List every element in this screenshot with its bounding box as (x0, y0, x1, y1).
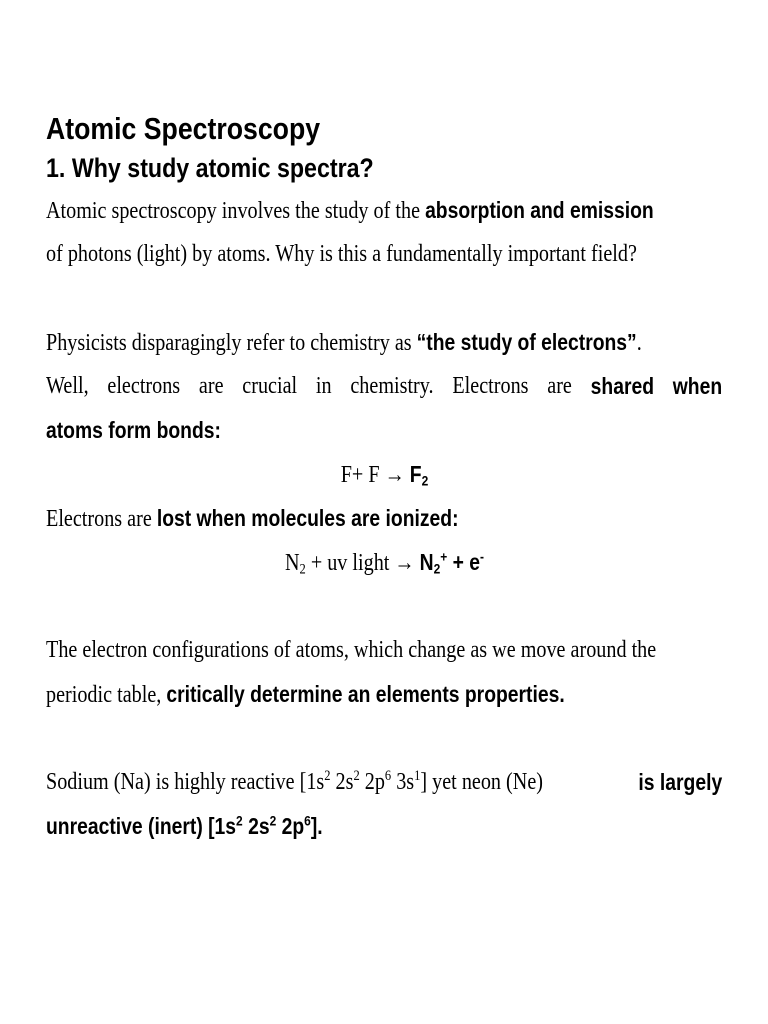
equation-nitrogen (46, 540, 722, 584)
equation-product: $F_2$ (409, 461, 429, 490)
bold-text: lost when molecules are ionized: (156, 505, 459, 531)
paragraph-3-line-1 (46, 496, 722, 540)
document-page (46, 108, 722, 848)
page-title: Atomic Spectroscopy (46, 111, 321, 146)
text: Sodium (Na) is highly reactive [$1s^2$ $2s^2$ $2p^6$ $3s^1$] yet neon (Ne) (46, 768, 543, 795)
equation-product: $N_2^+ + e^-$ (419, 549, 485, 578)
text: Electrons are (46, 506, 157, 532)
paragraph-1-line-2: of photons (light) by atoms. Why is this a fundamentally important field? (46, 241, 637, 267)
bold-text: atoms form bonds: (46, 417, 221, 443)
bold-text: critically determine an elements properties. (166, 681, 565, 707)
equation-reactant: $N_2$ (284, 550, 306, 578)
equation-mid: + uv light → (305, 550, 420, 576)
paragraph-5-line-2 (46, 804, 722, 848)
paragraph-4-line-2 (46, 672, 722, 716)
equation-fluorine (46, 452, 722, 496)
paragraph-2-line-1 (46, 320, 722, 364)
word: Electrons (452, 373, 529, 399)
bold-text: “the study of electrons” (416, 329, 637, 355)
paragraph-1-line-1 (46, 188, 722, 232)
equation-lhs: F+ F → (340, 462, 410, 488)
text: Atomic spectroscopy involves the study of the (46, 198, 426, 224)
word: crucial (242, 373, 298, 399)
paragraph-4-line-1: The electron configurations of atoms, which change as we move around the (46, 637, 657, 663)
paragraph-2-line-2 (46, 364, 722, 408)
word: Well, (46, 373, 89, 399)
bold-word: when (672, 373, 723, 399)
word: are (547, 373, 572, 399)
bold-text: unreactive (inert) [$1s^2$ $2s^2$ $2p^6$]. (46, 813, 323, 839)
word: chemistry. (350, 373, 434, 399)
bold-text: is largely (638, 769, 723, 795)
bold-text: absorption and emission (425, 197, 654, 223)
text: . (636, 330, 642, 356)
section-heading: 1. Why study atomic spectra? (46, 153, 374, 183)
bold-word: shared (590, 373, 655, 399)
word: electrons (107, 373, 181, 399)
paragraph-5-line-1 (46, 760, 722, 804)
text: Physicists disparagingly refer to chemistry as (46, 330, 417, 356)
paragraph-2-line-3 (46, 408, 722, 452)
word: are (198, 373, 224, 399)
text: periodic table, (46, 682, 167, 708)
word: in (315, 373, 332, 399)
